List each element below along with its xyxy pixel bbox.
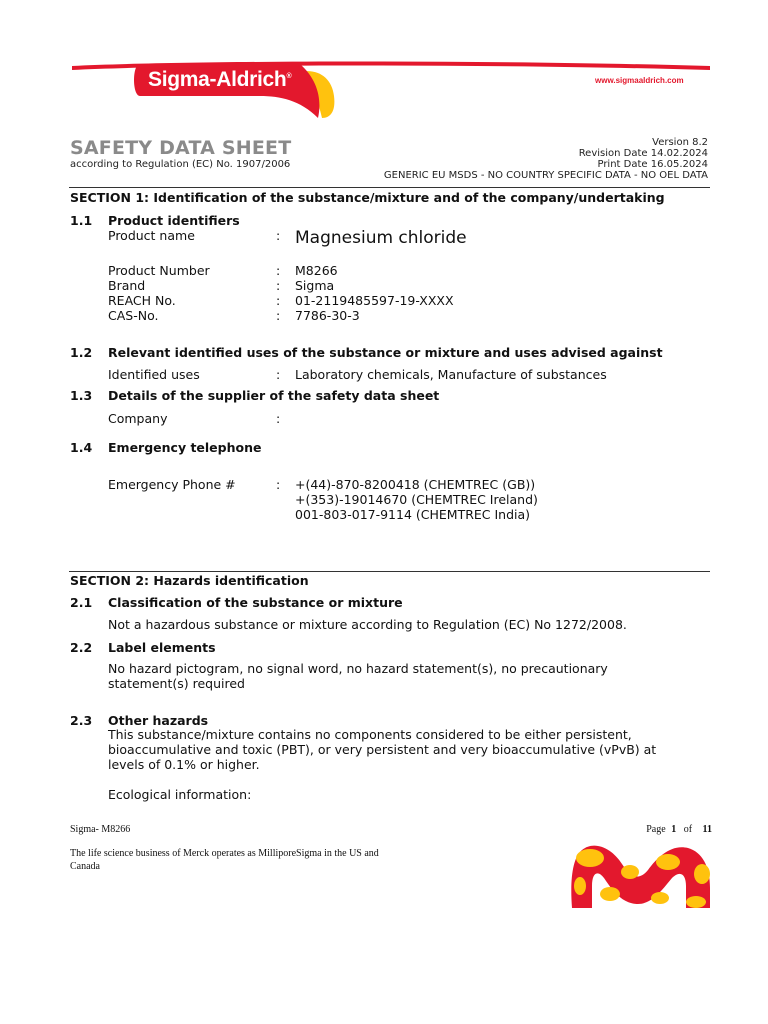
field-value: M8266 — [295, 263, 338, 278]
section1-title: SECTION 1: Identification of the substance/mixture and of the company/undertaking — [70, 190, 665, 205]
other-hazards-text: levels of 0.1% or higher. — [108, 757, 260, 772]
field-value: 7786-30-3 — [295, 308, 360, 323]
page-of: of — [683, 824, 693, 835]
merck-logo-yellow — [576, 849, 604, 867]
colon: : — [276, 263, 281, 278]
merck-logo-yellow — [600, 887, 620, 901]
revision-date: Revision Date 14.02.2024 — [578, 148, 708, 159]
merck-logo-yellow — [694, 864, 710, 884]
merck-logo — [568, 842, 714, 912]
emergency-phone-number: +(353)-19014670 (CHEMTREC Ireland) — [295, 492, 538, 507]
subsection-number: 1.1 — [70, 213, 93, 228]
print-date: Print Date 16.05.2024 — [597, 159, 708, 170]
product-name: Magnesium chloride — [295, 228, 467, 248]
merck-notice-line: Canada — [70, 861, 100, 872]
merck-notice-line: The life science business of Merck operates as MilliporeSigma in the US and — [70, 848, 379, 859]
regulation-subtitle: according to Regulation (EC) No. 1907/2006 — [70, 159, 291, 170]
emergency-phone-number: +(44)-870-8200418 (CHEMTREC (GB)) — [295, 477, 536, 492]
registered-mark: ® — [286, 73, 292, 80]
product-name-label: Product name — [108, 228, 195, 243]
ecological-information-label: Ecological information: — [108, 787, 252, 802]
website-link[interactable]: www.sigmaaldrich.com — [595, 76, 684, 85]
field-label: CAS-No. — [108, 308, 159, 323]
subsection-heading: Classification of the substance or mixture — [108, 595, 403, 610]
subsection-number: 1.2 — [70, 345, 93, 360]
field-label: Brand — [108, 278, 146, 293]
subsection-number: 2.2 — [70, 640, 93, 655]
subsection-heading: Relevant identified uses of the substance or mixture and uses advised against — [108, 345, 663, 360]
identified-uses-value: Laboratory chemicals, Manufacture of substances — [295, 367, 607, 382]
page-indicator — [646, 824, 712, 835]
version: Version 8.2 — [652, 137, 708, 148]
page-total: 11 — [702, 824, 712, 835]
label-elements-text: No hazard pictogram, no signal word, no hazard statement(s), no precautionary — [108, 661, 608, 676]
merck-logo-yellow — [621, 865, 639, 879]
subsection-heading: Other hazards — [108, 713, 209, 728]
label-elements-text: statement(s) required — [108, 676, 245, 691]
subsection-heading: Details of the supplier of the safety data sheet — [108, 388, 440, 403]
subsection-number: 2.3 — [70, 713, 93, 728]
emergency-phone-label: Emergency Phone # — [108, 477, 236, 492]
emergency-phone-number: 001-803-017-9114 (CHEMTREC India) — [295, 507, 531, 522]
identified-uses-label: Identified uses — [108, 367, 200, 382]
classification-text: Not a hazardous substance or mixture according to Regulation (EC) No 1272/2008. — [108, 617, 627, 632]
subsection-heading: Product identifiers — [108, 213, 240, 228]
merck-logo-yellow — [574, 877, 586, 895]
section-divider — [69, 187, 710, 188]
field-label: REACH No. — [108, 293, 176, 308]
section2-title: SECTION 2: Hazards identification — [70, 573, 309, 588]
other-hazards-text: bioaccumulative and toxic (PBT), or very persistent and very bioaccumulative (vPvB) at — [108, 742, 657, 757]
colon: : — [276, 228, 281, 243]
generic-note: GENERIC EU MSDS - NO COUNTRY SPECIFIC DATA - NO OEL DATA — [383, 170, 708, 181]
document-title: SAFETY DATA SHEET — [70, 137, 292, 159]
brand-text: Sigma-Aldrich — [148, 68, 287, 91]
page-current: 1 — [671, 824, 677, 835]
field-label: Product Number — [108, 263, 210, 278]
company-label: Company — [108, 411, 168, 426]
colon: : — [276, 293, 281, 308]
colon: : — [276, 477, 281, 492]
merck-notice — [70, 847, 379, 873]
merck-logo-yellow — [686, 896, 706, 908]
merck-logo-yellow — [656, 854, 680, 870]
colon: : — [276, 308, 281, 323]
subsection-number: 1.3 — [70, 388, 93, 403]
colon: : — [276, 411, 281, 426]
field-value: 01-2119485597-19-XXXX — [295, 293, 454, 308]
sigma-aldrich-logo-banner — [0, 0, 768, 130]
merck-logo-yellow — [651, 892, 669, 904]
colon: : — [276, 278, 281, 293]
field-value: Sigma — [295, 278, 335, 293]
subsection-heading: Label elements — [108, 640, 216, 655]
colon: : — [276, 367, 281, 382]
subsection-number: 2.1 — [70, 595, 93, 610]
brand-name — [148, 68, 291, 92]
subsection-heading: Emergency telephone — [108, 440, 262, 455]
other-hazards-text: This substance/mixture contains no components considered to be either persistent, — [108, 727, 632, 742]
page-label: Page — [646, 824, 666, 835]
footer-product-ref: Sigma- M8266 — [70, 824, 131, 835]
section-divider — [69, 571, 710, 572]
subsection-number: 1.4 — [70, 440, 93, 455]
